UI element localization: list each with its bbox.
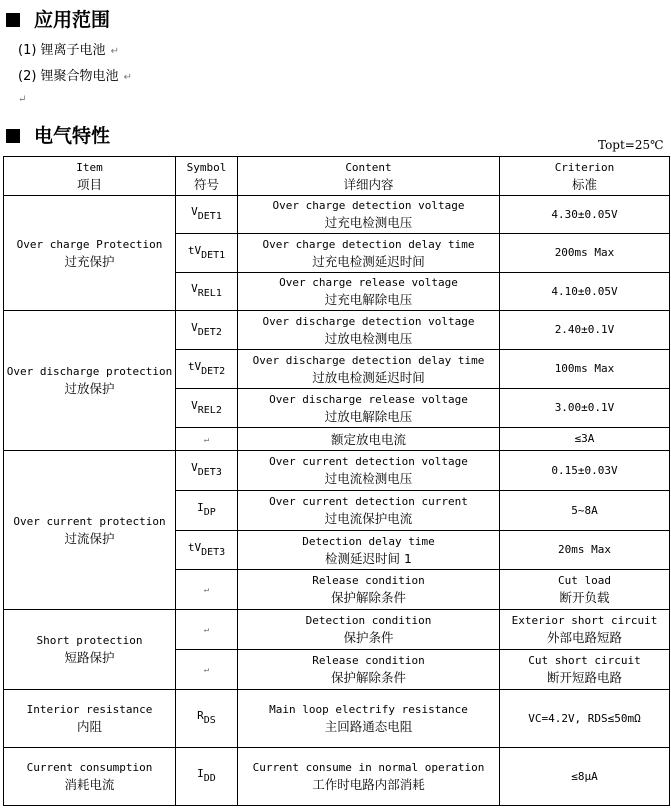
- symbol-cell: $V_{DET1}$: [176, 196, 238, 234]
- content-cell: Over discharge detection delay time 过放电检测延迟时间: [238, 350, 500, 389]
- group-resistance: Interior resistance 内阻: [4, 690, 176, 748]
- criterion-cell: 100ms Max: [500, 350, 670, 389]
- group-overcurrent: Over current protection 过流保护: [4, 451, 176, 610]
- symbol-cell: [176, 428, 238, 451]
- content-cell: Over current detection voltage 过电流检测电压: [238, 451, 500, 491]
- list-item: (1) 锂离子电池 ↵: [18, 43, 119, 58]
- section-title: 应用范围: [34, 9, 111, 31]
- symbol-cell: [176, 610, 238, 650]
- criterion-cell: 2.40±0.1V: [500, 311, 670, 350]
- content-cell: Over discharge detection voltage 过放电检测电压: [238, 311, 500, 350]
- table-row: [4, 311, 670, 350]
- application-list: [18, 42, 132, 94]
- symbol-cell: $V_{DET3}$: [176, 451, 238, 491]
- table-row: [4, 748, 670, 806]
- list-item: (2) 锂聚合物电池 ↵: [18, 69, 132, 84]
- paragraph-mark-icon: ↵: [203, 625, 210, 635]
- criterion-cell: 0.15±0.03V: [500, 451, 670, 491]
- criterion-cell: 20ms Max: [500, 531, 670, 570]
- content-cell: 额定放电电流: [238, 428, 500, 451]
- group-overdischarge: Over discharge protection 过放保护: [4, 311, 176, 451]
- section-heading-applications: [6, 8, 110, 32]
- paragraph-mark-icon: ↵: [203, 585, 210, 595]
- content-cell: Over discharge release voltage 过放电解除电压: [238, 389, 500, 428]
- paragraph-mark-icon: ↵: [203, 434, 210, 445]
- header-criterion: Criterion 标准: [500, 157, 670, 196]
- paragraph-mark-icon: ↵: [123, 72, 132, 83]
- group-overcharge: Over charge Protection 过充保护: [4, 196, 176, 311]
- symbol-cell: $V_{REL2}$: [176, 389, 238, 428]
- criterion-cell: ≤8μA: [500, 748, 670, 806]
- content-cell: Main loop electrify resistance 主回路通态电阻: [238, 690, 500, 748]
- operating-temperature: Topt=25℃: [598, 138, 664, 152]
- symbol-cell: $tV_{DET1}$: [176, 234, 238, 273]
- table-header-row: [4, 157, 670, 196]
- square-bullet-icon: [6, 129, 20, 143]
- electrical-characteristics-table: [3, 156, 670, 806]
- criterion-cell: 5~8A: [500, 491, 670, 531]
- symbol-cell: [176, 570, 238, 610]
- header-symbol: Symbol 符号: [176, 157, 238, 196]
- content-cell: Over current detection current 过电流保护电流: [238, 491, 500, 531]
- criterion-cell: 4.30±0.05V: [500, 196, 670, 234]
- section-title: 电气特性: [34, 125, 111, 147]
- criterion-cell: 3.00±0.1V: [500, 389, 670, 428]
- square-bullet-icon: [6, 13, 20, 27]
- content-cell: Over charge detection voltage 过充电检测电压: [238, 196, 500, 234]
- header-item: Item 项目: [4, 157, 176, 196]
- criterion-cell: Exterior short circuit 外部电路短路: [500, 610, 670, 650]
- paragraph-mark-icon: ↵: [18, 94, 27, 105]
- symbol-cell: $I_{DD}$: [176, 748, 238, 806]
- criterion-cell: 200ms Max: [500, 234, 670, 273]
- table-row: [4, 451, 670, 491]
- group-consumption: Current consumption 消耗电流: [4, 748, 176, 806]
- criterion-cell: Cut short circuit 断开短路电路: [500, 650, 670, 690]
- criterion-cell: VC=4.2V, RDS≤50mΩ: [500, 690, 670, 748]
- symbol-cell: $V_{REL1}$: [176, 273, 238, 311]
- symbol-cell: $tV_{DET2}$: [176, 350, 238, 389]
- paragraph-mark-icon: ↵: [203, 665, 210, 675]
- paragraph-mark-icon: ↵: [110, 46, 119, 57]
- table-row: [4, 196, 670, 234]
- content-cell: Release condition 保护解除条件: [238, 570, 500, 610]
- symbol-cell: [176, 650, 238, 690]
- content-cell: Detection delay time 检测延迟时间 1: [238, 531, 500, 570]
- content-cell: Release condition 保护解除条件: [238, 650, 500, 690]
- content-cell: Over charge release voltage 过充电解除电压: [238, 273, 500, 311]
- section-heading-electrical: [6, 124, 110, 148]
- content-cell: Current consume in normal operation 工作时电路内部消耗: [238, 748, 500, 806]
- symbol-cell: $V_{DET2}$: [176, 311, 238, 350]
- symbol-cell: $I_{DP}$: [176, 491, 238, 531]
- criterion-cell: Cut load 断开负载: [500, 570, 670, 610]
- criterion-cell: 4.10±0.05V: [500, 273, 670, 311]
- table-row: [4, 690, 670, 748]
- table-row: [4, 610, 670, 650]
- criterion-cell: ≤3A: [500, 428, 670, 451]
- symbol-cell: $tV_{DET3}$: [176, 531, 238, 570]
- header-content: Content 详细内容: [238, 157, 500, 196]
- group-short: Short protection 短路保护: [4, 610, 176, 690]
- symbol-cell: $R_{DS}$: [176, 690, 238, 748]
- content-cell: Detection condition 保护条件: [238, 610, 500, 650]
- content-cell: Over charge detection delay time 过充电检测延迟时间: [238, 234, 500, 273]
